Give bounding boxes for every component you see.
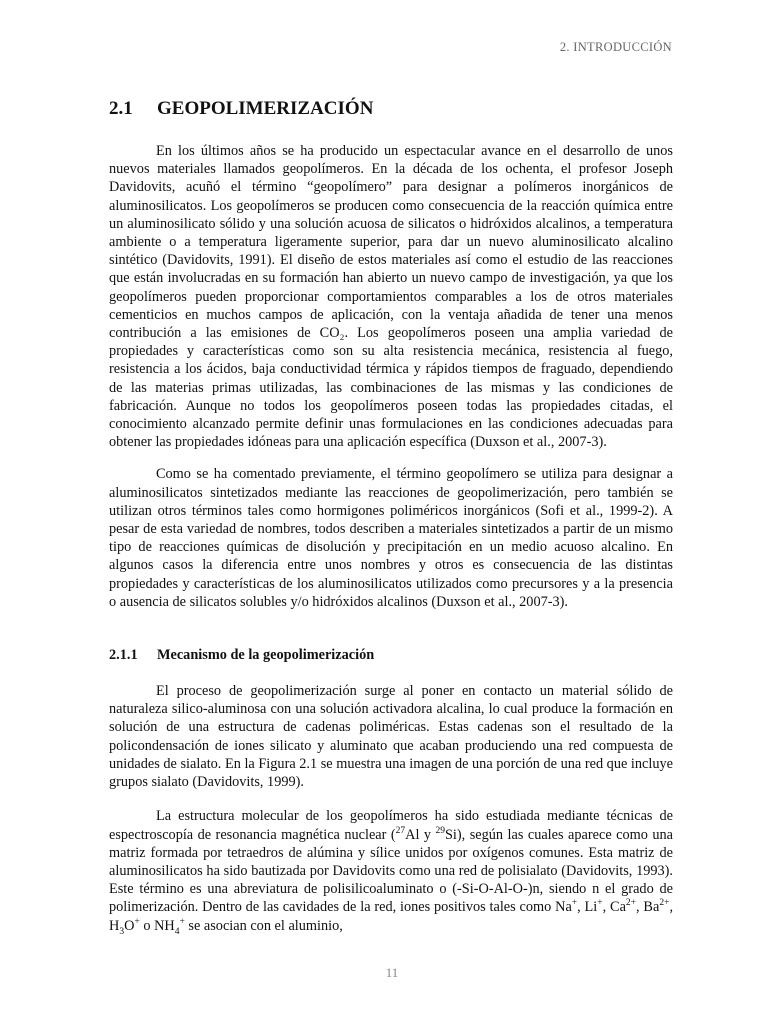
text-run: , Ba	[636, 899, 660, 916]
text-run: O	[124, 917, 135, 934]
paragraph-intro: En los últimos años se ha producido un espectacular avance en el desarrollo de unos nuevos materiales llamados geopolímeros. En la década de los ochenta, el profesor Joseph Davidovits, acuñó el término “geopolímero” para designar a polímeros inorgánicos de aluminosilicatos. Los geopolímeros se producen como consecuencia de la reacción química entre un aluminosilicato sólido y una solución acuosa de silicatos o hidróxidos alcalinos, a temperatura ambiente o a temperatura ligeramente superior, para dar un nuevo aluminosilicato alcalino sintético (Davidovits, 1991). El diseño de estos materiales así como el estudio de las reacciones que están involucradas en su formación han abierto un nuevo campo de investigación, ya que los geopolímeros pueden proporcionar comportamientos comparables a los de otros materiales cementicios en muchos campos de aplicación, con la ventaja añadida de tener una menos contribución a las emisiones de CO₂. Los geopolímeros poseen una amplia variedad de propiedades y características como son su alta resistencia mecánica, resistencia al fuego, resistencia a los ácidos, baja conductividad térmica y rápidos tiempos de fraguado, dependiendo de las materias primas utilizadas, las combinaciones de las mismas y las condiciones de fabricación. Aunque no todos los geopolímeros poseen todas las propiedades citadas, el conocimiento alcanzado permite definir unas formulaciones en las condiciones adecuadas para obtener las propiedades idóneas para una aplicación específica (Duxson et al., 2007-3).	[109, 143, 673, 451]
page-number: 11	[385, 965, 399, 980]
superscript: +	[179, 916, 185, 927]
superscript: 2+	[659, 898, 670, 909]
page-content	[109, 98, 673, 949]
paragraph-terminology: Como se ha comentado previamente, el término geopolímero se utiliza para designar a aluminosilicatos sintetizados mediante las reacciones de geopolimerización, pero también se utilizan otros términos tales como hormigones poliméricos inorgánicos (Sofi et al., 1999-2). A pesar de esta variedad de nombres, todos describen a materiales sintetizados a partir de un mismo tipo de reacciones químicas de disolución y precipitación en un medio acuoso alcalino. En algunos casos la diferencia entre unos nombres y otros es consecuencia de las distintas propiedades y características de los aluminosilicatos utilizados como precursores y a la presencia o ausencia de silicatos solubles y/o hidróxidos alcalinos (Duxson et al., 2007-3).	[109, 466, 673, 610]
section-number: 2.1	[109, 98, 133, 119]
text-run: La estructura molecular de los geopolímeros ha sido estudiada mediante técnicas de espectroscopía de resonancia magnética nuclear (	[109, 808, 673, 843]
text-run: , Li	[577, 899, 598, 916]
superscript: +	[134, 916, 140, 927]
paragraph-structure	[109, 807, 674, 937]
subscript: 3	[119, 926, 125, 937]
superscript: 2+	[625, 898, 637, 909]
paragraph-mechanism: El proceso de geopolimerización surge al poner en contacto un material sólido de naturaleza silico-aluminosa con una solución activadora alcalina, lo cual produce la formación en solución de una estructura de cadenas poliméricas. Estas cadenas son el resultado de la policondensación de iones silicato y aluminato que acaban produciendo una red compuesta de unidades de sialato. En la Figura 2.1 se muestra una imagen de una porción de una red que incluye grupos sialato (Davidovits, 1999).	[109, 683, 673, 791]
superscript: +	[597, 898, 603, 909]
superscript: +	[571, 898, 578, 909]
subsection-number: 2.1.1	[109, 647, 138, 664]
section-title: GEOPOLIMERIZACIÓN	[157, 98, 374, 119]
superscript: 27	[395, 825, 406, 836]
text-run: , Ca	[602, 899, 626, 916]
text-run: Al y	[405, 826, 436, 843]
text-run: o NH	[139, 917, 175, 934]
subsection-title: Mecanismo de la geopolimerización	[157, 647, 375, 664]
subscript: 4	[174, 926, 180, 937]
text-run: se asocian con el aluminio,	[184, 917, 343, 934]
section-heading	[109, 98, 673, 120]
running-header: 2. INTRODUCCIÓN	[559, 40, 672, 54]
subsection-heading	[109, 647, 673, 664]
superscript: 29	[435, 825, 445, 836]
text-run: , H	[109, 899, 674, 934]
text-run: Si), según las cuales aparece como una matriz formada por tetraedros de alúmina y sílice unidos por oxígenos comunes. Esta matriz de aluminosilicatos ha sido bautizada por Davidovits como una red de polisialato (Davidovits, 1993). Este término es una abreviatura de polisilicoaluminato o (-Si-O-Al-O-)n, siendo n el grado de polimerización. Dentro de las cavidades de la red, iones positivos tales como Na	[109, 826, 673, 916]
